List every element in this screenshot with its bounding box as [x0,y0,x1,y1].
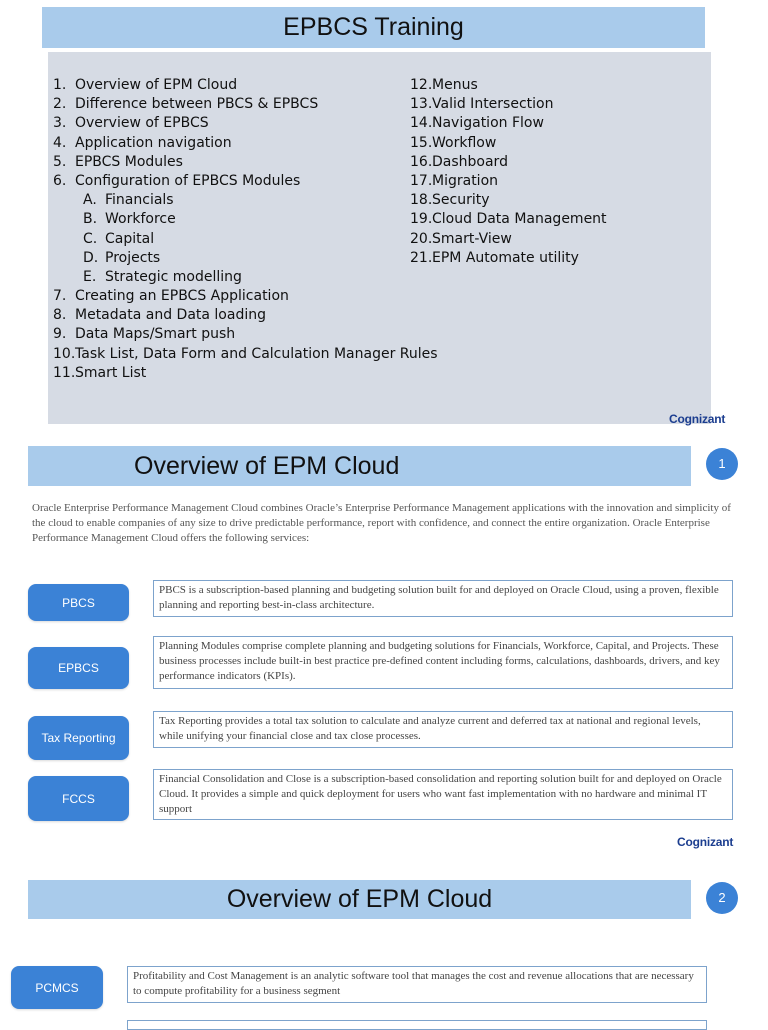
slide3-title-bar [28,880,691,919]
agenda-item-number: 13. [410,96,433,113]
agenda-item [410,114,607,133]
agenda-right-list [410,76,607,268]
agenda-item [53,230,438,249]
agenda-item-number: 8. [53,307,67,324]
agenda-item-number: 20. [410,230,433,247]
agenda-item-number: E. [83,268,97,285]
agenda-item-label: Overview of EPM Cloud [75,77,238,93]
agenda-item-label: Valid Intersection [432,96,554,113]
agenda-left-list [53,76,438,383]
slide2-title-bar [28,446,691,486]
agenda-item-label: Migration [432,172,499,189]
agenda-item-label: Cloud Data Management [432,211,607,228]
agenda-item [410,230,607,249]
agenda-item [410,172,607,191]
agenda-item [53,345,438,364]
slide-number-badge: 1 [706,448,738,480]
agenda-item [410,153,607,172]
agenda-item [53,191,438,210]
agenda-item-label: Data Maps/Smart push [75,326,236,343]
agenda-item-label: Capital [105,230,155,247]
agenda-item-number: 4. [53,134,67,151]
service-desc-pbcs: PBCS is a subscription-based planning and budgeting solution built for and deployed on Oracle Cloud, using a proven, flexible planning and reporting best-in-class architecture. [153,580,733,617]
agenda-item [53,306,438,325]
agenda-item-number: D. [83,249,99,266]
agenda-item [410,191,607,210]
agenda-item [53,210,438,229]
agenda-item [53,95,438,114]
slide1-title: EPBCS Training [42,7,705,48]
service-pill-pbcs: PBCS [28,584,129,621]
agenda-item-label: EPM Automate utility [432,249,579,266]
agenda-item [410,95,607,114]
agenda-item-number: B. [83,211,98,228]
agenda-item-label: Menus [432,77,478,93]
agenda-item-label: EPBCS Modules [75,153,183,170]
agenda-item-number: 16. [410,153,433,170]
agenda-item [53,76,438,95]
service-desc-next [127,1020,707,1030]
agenda-item-label: Creating an EPBCS Application [75,288,289,305]
agenda-item-label: Metadata and Data loading [75,307,266,324]
agenda-item-label: Strategic modelling [105,268,242,285]
agenda-item-label: Configuration of EPBCS Modules [75,172,301,189]
agenda-item [410,134,607,153]
agenda-item [53,172,438,191]
agenda-item [53,325,438,344]
agenda-item-label: Dashboard [432,153,508,170]
agenda-item-label: Overview of EPBCS [75,115,209,132]
slide2-title: Overview of EPM Cloud [134,452,400,480]
slide-number-badge: 2 [706,882,738,914]
agenda-item-label: Workforce [105,211,176,228]
service-desc-tax-reporting: Tax Reporting provides a total tax solution to calculate and analyze current and deferred tax at national and regional levels, while unifying your financial close and tax close processes. [153,711,733,748]
agenda-item-number: 14. [410,115,433,132]
agenda-item-number: 2. [53,96,67,113]
agenda-item-label: Smart-View [432,230,512,247]
agenda-item-number: C. [83,230,98,247]
agenda-item-number: A. [83,192,97,209]
agenda-item-label: Projects [105,249,161,266]
agenda-item-number: 6. [53,172,67,189]
intro-paragraph: Oracle Enterprise Performance Management Cloud combines Oracle’s Enterprise Performance Management applications with the innovation and simplicity of the cloud to enable companies of any size to drive predictable performance, report with confidence, and connect the entire organization. Oracle Enterprise Performance Management Cloud offers the following services: [32,502,731,544]
agenda-item-number: 18. [410,192,433,209]
service-pill-pcmcs: PCMCS [11,966,103,1009]
cognizant-logo: Cognizant [677,835,734,849]
agenda-item [410,249,607,268]
agenda-item-number: 1. [53,77,67,93]
agenda-item [53,287,438,306]
service-desc-pcmcs: Profitability and Cost Management is an analytic software tool that manages the cost and revenue allocations that are necessary to compute profitability for a business segment [127,966,707,1003]
agenda-item [410,76,607,95]
agenda-item-label: Smart List [75,364,147,381]
agenda-item-label: Task List, Data Form and Calculation Manager Rules [75,345,438,362]
service-pill-fccs: FCCS [28,776,129,821]
agenda-item-label: Workflow [432,134,497,151]
agenda-item-number: 5. [53,153,67,170]
agenda-item-number: 3. [53,115,67,132]
agenda-item [53,134,438,153]
agenda-item-number: 19. [410,211,433,228]
agenda-item-label: Application navigation [75,134,232,151]
agenda-item-label: Financials [105,192,174,209]
agenda-item-number: 9. [53,326,67,343]
agenda-item [53,268,438,287]
service-desc-fccs: Financial Consolidation and Close is a subscription-based consolidation and reporting solution built for and deployed on Oracle Cloud. It provides a simple and quick deployment for users who want fast implementation with no hardware and minimal IT support [153,769,733,820]
agenda-panel [48,52,711,424]
agenda-item-number: 17. [410,172,433,189]
agenda-item [53,114,438,133]
service-pill-tax-reporting: Tax Reporting [28,716,129,760]
agenda-item-number: 11. [53,364,76,381]
agenda-item-number: 12. [410,77,433,93]
service-pill-epbcs: EPBCS [28,647,129,689]
agenda-item-number: 7. [53,288,67,305]
agenda-item-label: Security [432,192,490,209]
agenda-item-label: Difference between PBCS & EPBCS [75,96,319,113]
agenda-item [410,210,607,229]
agenda-item-number: 10. [53,345,76,362]
cognizant-logo: Cognizant [669,412,726,426]
agenda-item [53,249,438,268]
agenda-item-number: 21. [410,249,433,266]
agenda-item-number: 15. [410,134,433,151]
slide3-title: Overview of EPM Cloud [226,885,493,913]
agenda-item [53,153,438,172]
agenda-item [53,364,438,383]
agenda-item-label: Navigation Flow [432,115,544,132]
service-desc-epbcs: Planning Modules comprise complete planning and budgeting solutions for Financials, Workforce, Capital, and Projects. These business processes include built-in best practice pre-defined content including forms, calculations, dashboards, drivers, and key performance indicators (KPIs). [153,636,733,689]
